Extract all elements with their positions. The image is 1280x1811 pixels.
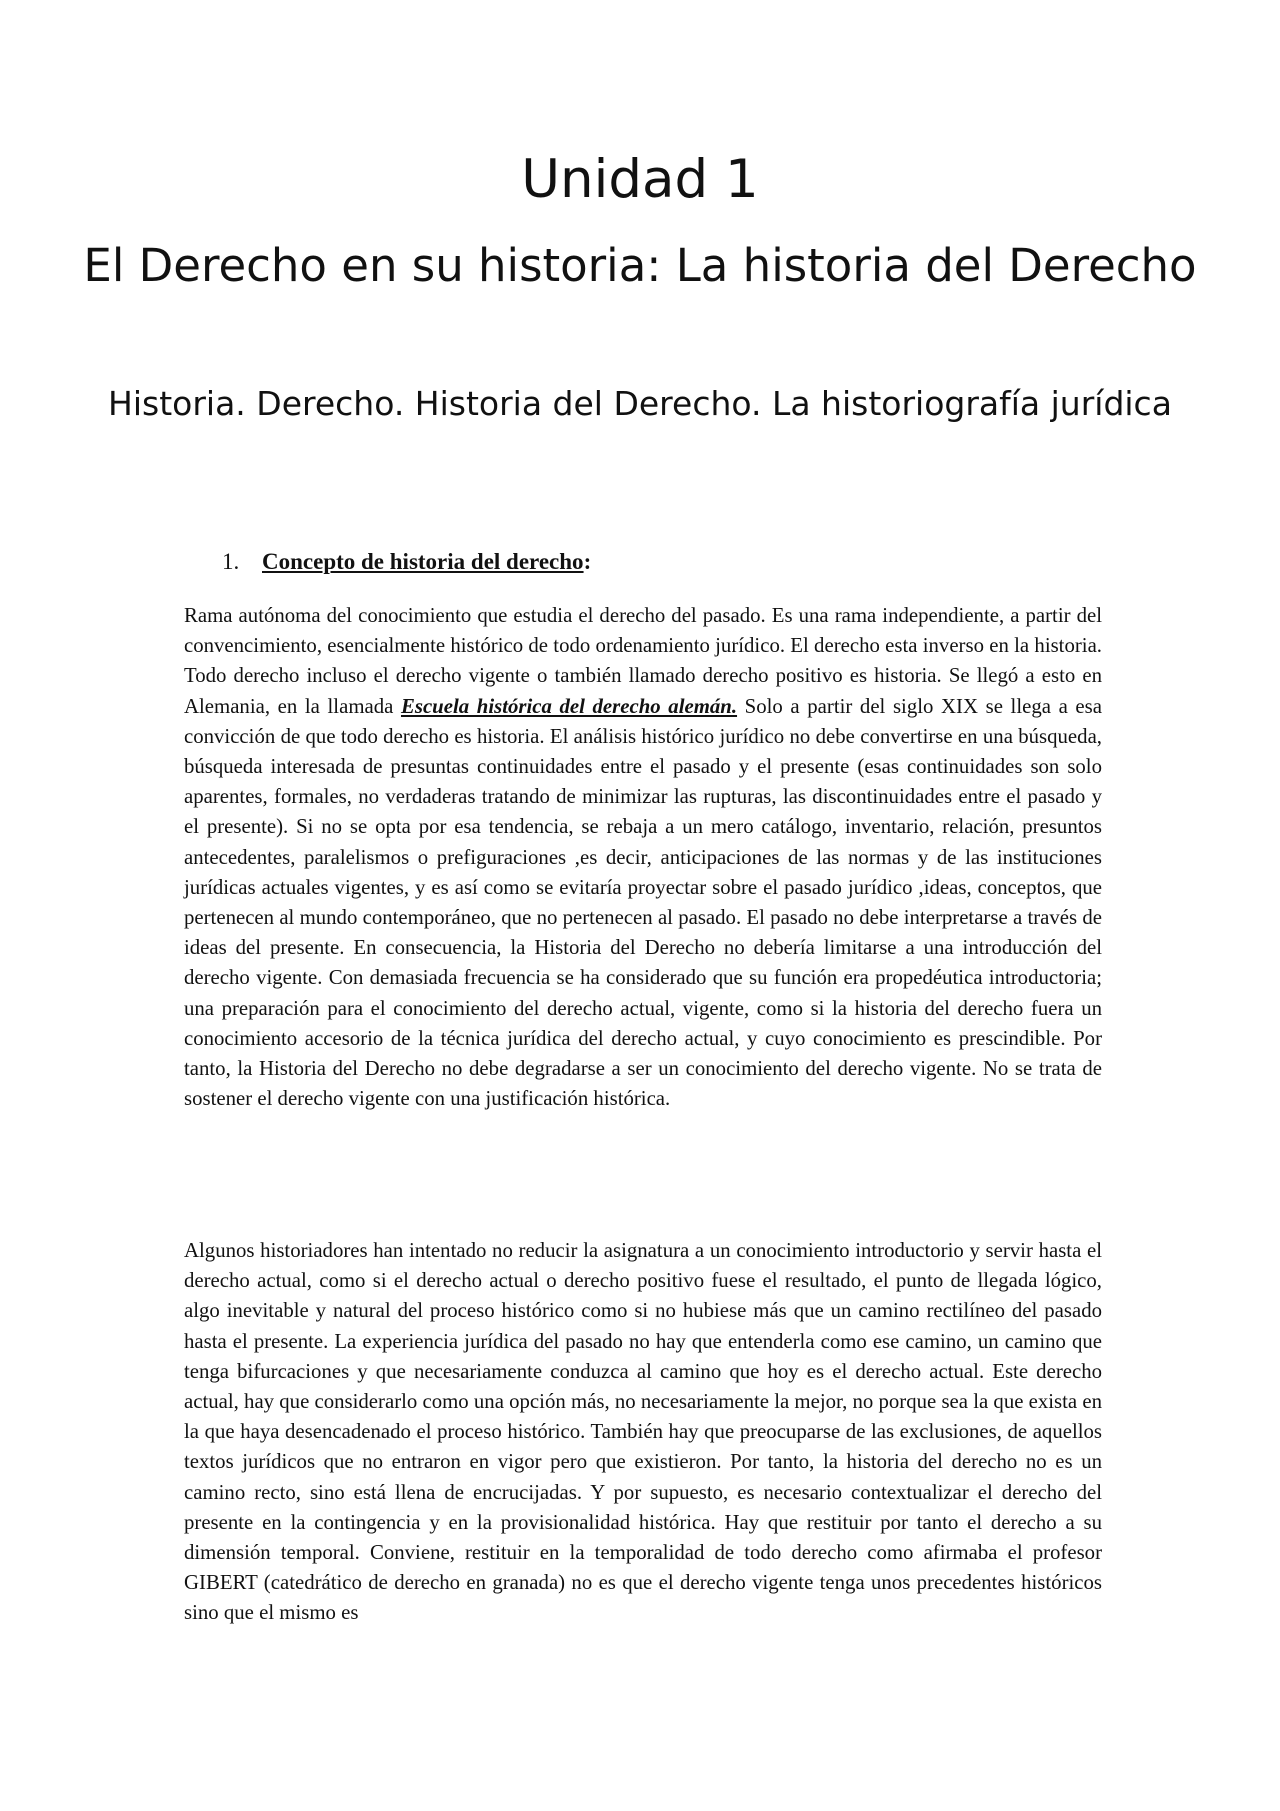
section-heading [222, 547, 591, 577]
section-heading-colon: : [583, 549, 592, 574]
paragraph-1-text-a: Rama autónoma del conocimiento que estudia el derecho del pasado. Es una rama independiente, a partir del convencimiento, esencialmente histórico de todo ordenamiento jurídico. El derecho esta inverso en la historia. Todo derecho incluso el derecho vigente o también llamado derecho positivo es historia. Se llegó a esto en Alemania, en la llamada [184, 604, 1102, 718]
paragraph-1-text-b: Solo a partir del siglo XIX se llega a esa convicción de que todo derecho es historia. El análisis histórico jurídico no debe convertirse en una búsqueda, búsqueda interesada de presuntas continuidades entre el pasado y el presente (esas continuidades son solo aparentes, formales, no verdaderas tratando de minimizar las rupturas, las discontinuidades entre el pasado y el presente). Si no se opta por esa tendencia, se rebaja a un mero catálogo, inventario, relación, presuntos antecedentes, paralelismos o prefiguraciones ,es decir, anticipaciones de las normas y de las instituciones jurídicas actuales vigentes, y es así como se evitaría proyectar sobre el pasado jurídico ,ideas, conceptos, que pertenecen al mundo contemporáneo, que no pertenecen al pasado. El pasado no debe interpretarse a través de ideas del presente. En consecuencia, la Historia del Derecho no debería limitarse a una introducción del derecho vigente. Con demasiada frecuencia se ha considerado que su función era propedéutica introductoria; una preparación para el conocimiento del derecho actual, vigente, como si la historia del derecho fuera un conocimiento accesorio de la técnica jurídica del derecho actual, y cuyo conocimiento es prescindible. Por tanto, la Historia del Derecho no debe degradarse a ser un conocimiento del derecho vigente. No se trata de sostener el derecho vigente con una justificación histórica. [184, 694, 1102, 1111]
section-number: 1. [222, 549, 240, 574]
document-topics: Historia. Derecho. Historia del Derecho. La historiografía jurídica [108, 384, 1172, 423]
body-paragraph-2: Algunos historiadores han intentado no reducir la asignatura a un conocimiento introductorio y servir hasta el derecho actual, como si el derecho actual o derecho positivo fuese el resultado, el punto de llegada lógico, algo inevitable y natural del proceso histórico como si no hubiese más que un camino rectilíneo del pasado hasta el presente. La experiencia jurídica del pasado no hay que entenderla como ese camino, un camino que tenga bifurcaciones y que necesariamente conduzca al camino que hoy es el derecho actual. Este derecho actual, hay que considerarlo como una opción más, no necesariamente la mejor, no porque sea la que exista en la que haya desencadenado el proceso histórico. También hay que preocuparse de las exclusiones, de aquellos textos jurídicos que no entraron en vigor pero que existieron. Por tanto, la historia del derecho no es un camino recto, sino está llena de encrucijadas. Y por supuesto, es necesario contextualizar el derecho del presente en la contingencia y en la provisionalidad histórica. Hay que restituir por tanto el derecho a su dimensión temporal. Conviene, restituir en la temporalidad de todo derecho como afirmaba el profesor GIBERT (catedrático de derecho en granada) no es que el derecho vigente tenga unos precedentes históricos sino que el mismo es [184, 1239, 1102, 1625]
body-paragraph-1 [184, 601, 1102, 1114]
section-heading-text: Concepto de historia del derecho [262, 549, 584, 574]
document-subtitle: El Derecho en su historia: La historia del Derecho [83, 239, 1197, 292]
document-title: Unidad 1 [521, 149, 759, 210]
paragraph-1-emphasis: Escuela histórica del derecho alemán. [400, 694, 738, 718]
